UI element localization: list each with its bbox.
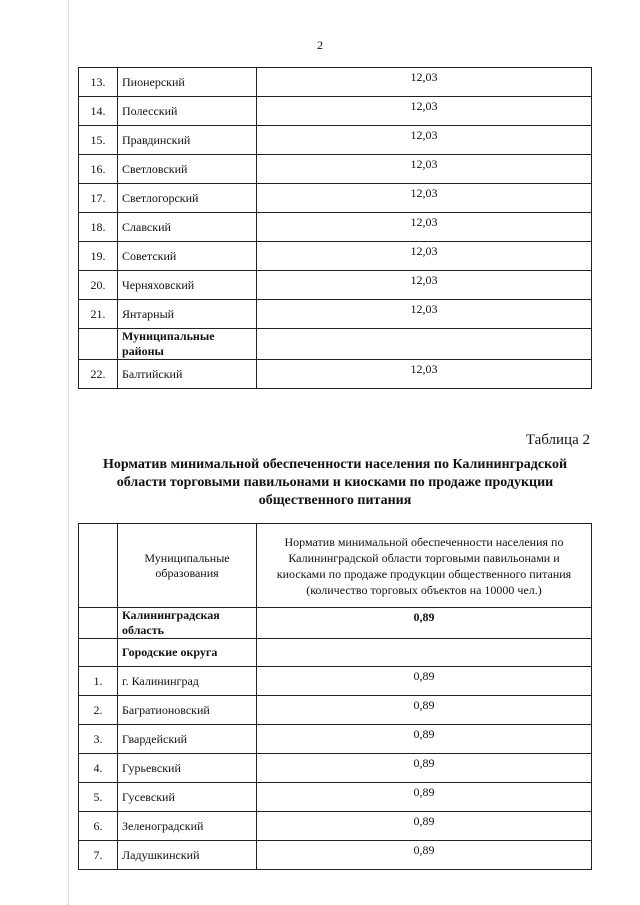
row-name: Янтарный <box>118 300 257 329</box>
row-name: Балтийский <box>118 360 257 389</box>
table-row <box>79 812 592 841</box>
table-row <box>79 97 592 126</box>
table-1 <box>78 67 592 389</box>
row-number: 16. <box>79 155 118 184</box>
row-value: 0,89 <box>257 725 592 754</box>
row-value: 12,03 <box>257 271 592 300</box>
page-number: 2 <box>317 38 323 52</box>
table-row <box>79 300 592 329</box>
row-number: 13. <box>79 68 118 97</box>
row-number: 1. <box>79 667 118 696</box>
group-label: Муниципальные районы <box>118 329 257 360</box>
table-row <box>79 696 592 725</box>
row-name: Славский <box>118 213 257 242</box>
region-label: Калининградская область <box>118 608 257 639</box>
region-value: 0,89 <box>257 608 592 639</box>
row-number: 6. <box>79 812 118 841</box>
row-value: 12,03 <box>257 213 592 242</box>
row-value: 12,03 <box>257 97 592 126</box>
row-number: 19. <box>79 242 118 271</box>
row-number: 7. <box>79 841 118 870</box>
group-num-cell <box>79 639 118 667</box>
table-row <box>79 242 592 271</box>
table-row <box>79 667 592 696</box>
row-name: Правдинский <box>118 126 257 155</box>
row-name: Гвардейский <box>118 725 257 754</box>
row-name: г. Калининград <box>118 667 257 696</box>
table-row <box>79 271 592 300</box>
region-row <box>79 608 592 639</box>
row-value: 0,89 <box>257 754 592 783</box>
table-row <box>79 68 592 97</box>
table-header-row <box>79 524 592 608</box>
row-value: 0,89 <box>257 812 592 841</box>
row-number: 21. <box>79 300 118 329</box>
row-value: 12,03 <box>257 360 592 389</box>
table-row <box>79 126 592 155</box>
row-number: 15. <box>79 126 118 155</box>
row-value: 12,03 <box>257 126 592 155</box>
row-value: 0,89 <box>257 667 592 696</box>
row-value: 12,03 <box>257 68 592 97</box>
row-name: Гусевский <box>118 783 257 812</box>
group-value-cell <box>257 639 592 667</box>
table-row <box>79 184 592 213</box>
row-number: 22. <box>79 360 118 389</box>
table-row <box>79 841 592 870</box>
group-row <box>79 639 592 667</box>
table-row <box>79 754 592 783</box>
row-name: Гурьевский <box>118 754 257 783</box>
row-name: Советский <box>118 242 257 271</box>
row-number: 17. <box>79 184 118 213</box>
header-name-cell: Муниципальные образования <box>118 524 257 608</box>
header-num-cell <box>79 524 118 608</box>
row-value: 12,03 <box>257 242 592 271</box>
row-value: 0,89 <box>257 696 592 725</box>
row-number: 18. <box>79 213 118 242</box>
table-row <box>79 213 592 242</box>
table-row <box>79 155 592 184</box>
region-num-cell <box>79 608 118 639</box>
row-number: 5. <box>79 783 118 812</box>
row-name: Ладушкинский <box>118 841 257 870</box>
row-name: Полесский <box>118 97 257 126</box>
scan-edge-line <box>68 0 69 905</box>
row-number: 3. <box>79 725 118 754</box>
row-value: 0,89 <box>257 783 592 812</box>
row-name: Светлогорский <box>118 184 257 213</box>
row-number: 4. <box>79 754 118 783</box>
header-desc-cell: Норматив минимальной обеспеченности населения по Калининградской области торговыми павильонами и киосками по продаже продукции общественного питания (количество торговых объектов на 10000 чел.) <box>257 524 592 608</box>
group-label: Городские округа <box>118 639 257 667</box>
row-value: 12,03 <box>257 155 592 184</box>
table-row <box>79 725 592 754</box>
row-name: Пионерский <box>118 68 257 97</box>
table-2 <box>78 523 592 870</box>
row-number: 14. <box>79 97 118 126</box>
table-row <box>79 360 592 389</box>
row-number: 20. <box>79 271 118 300</box>
table-2-caption: Таблица 2 <box>525 432 590 448</box>
group-value-cell <box>257 329 592 360</box>
row-number: 2. <box>79 696 118 725</box>
row-value: 0,89 <box>257 841 592 870</box>
row-name: Багратионовский <box>118 696 257 725</box>
table-2-heading: Норматив минимальной обеспеченности населения по Калининградской области торговыми павильонами и киосками по продаже продукции общественного питания <box>102 457 568 508</box>
row-value: 12,03 <box>257 300 592 329</box>
table-row <box>79 783 592 812</box>
row-value: 12,03 <box>257 184 592 213</box>
row-name: Черняховский <box>118 271 257 300</box>
row-name: Светловский <box>118 155 257 184</box>
row-name: Зеленоградский <box>118 812 257 841</box>
group-num-cell <box>79 329 118 360</box>
group-row <box>79 329 592 360</box>
